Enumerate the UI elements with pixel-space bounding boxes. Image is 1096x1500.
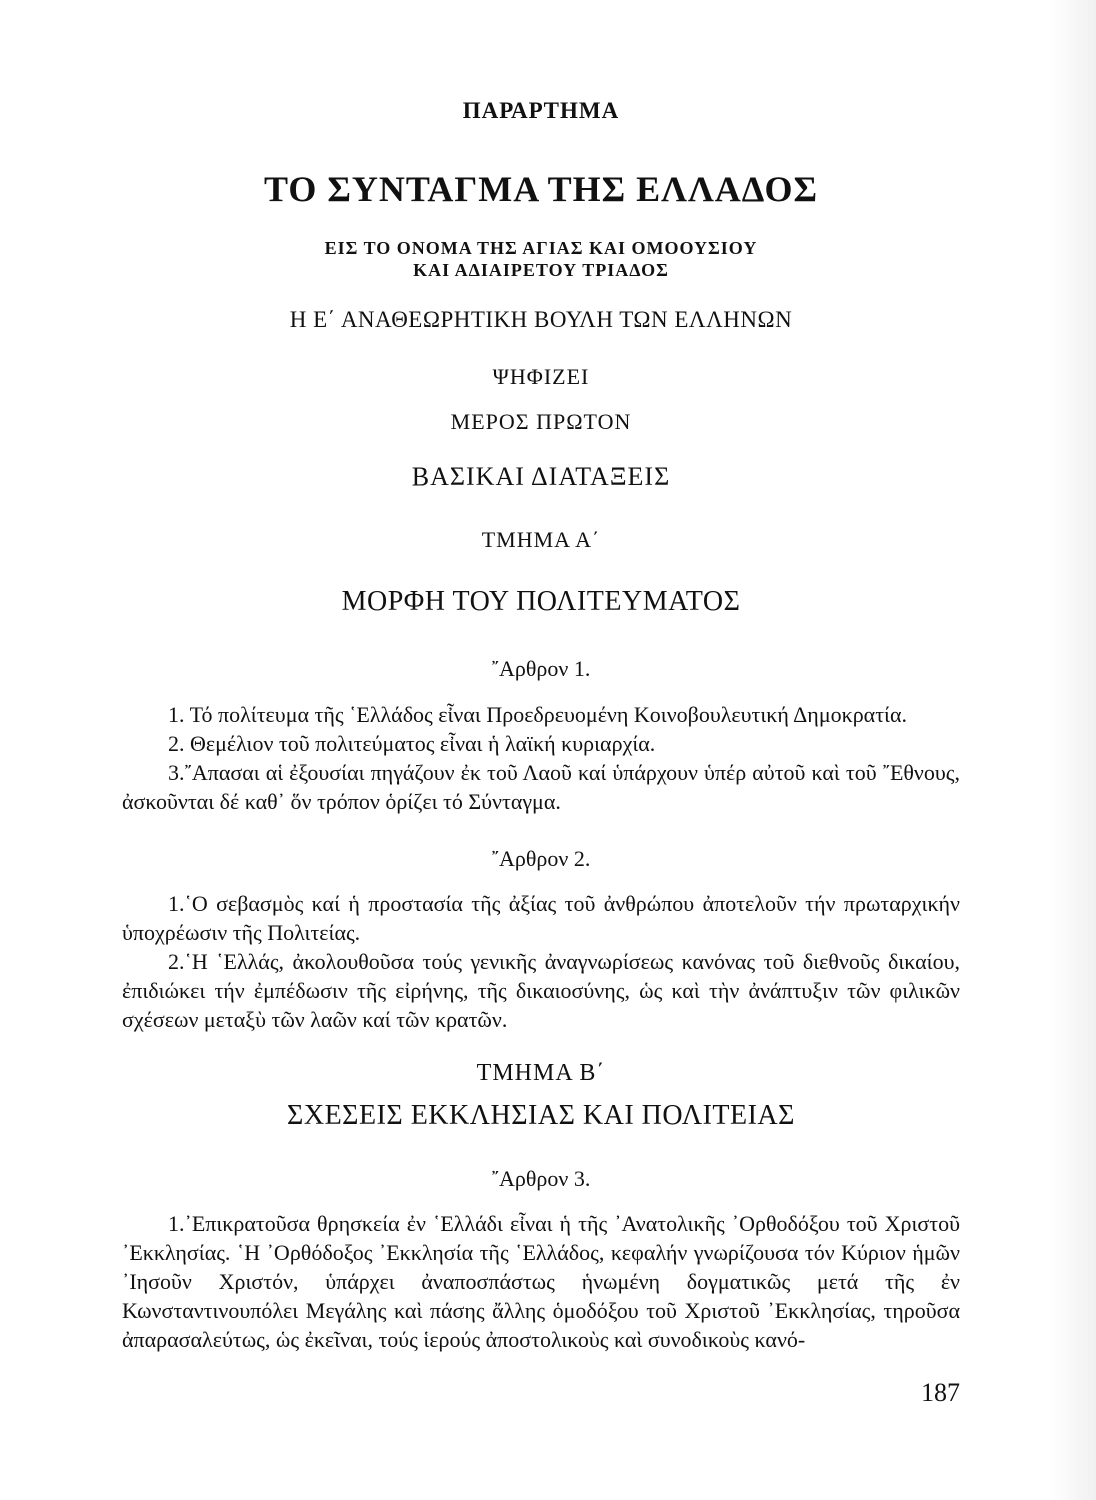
- article-2-paragraph-2: 2.῾Η ῾Ελλάς, ἀκολουθοῦσα τούς γενικῆς ἀναγνωρίσεως κανόνας τοῦ διεθνοῦς δικαίου, ἐπιδιώκει τήν ἐμπέδωσιν τῆς εἰρήνης, τῆς δικαιοσύνης, ὡς καὶ τὴν ἀνάπτυξιν τῶν φιλικῶν σχέσεων μεταξὺ τῶν λαῶν καί τῶν κρατῶν.: [122, 949, 960, 1032]
- section-b-title: ΣΧΕΣΕΙΣ ΕΚΚΛΗΣΙΑΣ ΚΑΙ ΠΟΛΙΤΕΙΑΣ: [287, 1100, 795, 1131]
- article-1-heading: ῎Αρθρον 1.: [491, 656, 591, 681]
- page-edge-shadow: [1050, 0, 1096, 1500]
- page-number: 187: [921, 1378, 960, 1407]
- constitution-title: ΤΟ ΣΥΝΤΑΓΜΑ ΤΗΣ ΕΛΛΑΔΟΣ: [263, 169, 819, 209]
- basic-provisions-heading: ΒΑΣΙΚΑΙ ΔΙΑΤΑΞΕΙΣ: [411, 462, 671, 491]
- article-1-paragraph-1: 1. Τό πολίτευμα τῆς ῾Ελλάδος εἶναι Προεδρευομένη Κοινοβουλευτική Δημοκρατία.: [168, 702, 907, 727]
- assembly-line: Η Ε΄ ΑΝΑΘΕΩΡΗΤΙΚΗ ΒΟΥΛΗ ΤΩΝ ΕΛΛΗΝΩΝ: [289, 307, 793, 332]
- article-1-paragraph-2: 2. Θεμέλιον τοῦ πολιτεύματος εἶναι ἡ λαϊκή κυριαρχία.: [168, 731, 656, 756]
- invocation-line-2: ΚΑΙ ΑΔΙΑΙΡΕΤΟΥ ΤΡΙΑΔΟΣ: [413, 260, 669, 280]
- article-1-body: [122, 700, 960, 816]
- part-heading: ΜΕΡΟΣ ΠΡΩΤΟΝ: [450, 409, 632, 434]
- section-a-label: ΤΜΗΜΑ Α΄: [481, 527, 601, 552]
- annex-heading: ΠΑΡΑΡΤΗΜΑ: [462, 98, 620, 123]
- article-2-heading: ῎Αρθρον 2.: [491, 846, 591, 871]
- section-a-title: ΜΟΡΦΗ ΤΟΥ ΠΟΛΙΤΕΥΜΑΤΟΣ: [341, 586, 741, 617]
- article-3-heading: ῎Αρθρον 3.: [491, 1166, 591, 1191]
- article-2-paragraph-1: 1.῾Ο σεβασμὸς καί ἡ προστασία τῆς ἀξίας τοῦ ἀνθρώπου ἀποτελοῦν τήν πρωταρχικήν ὑποχρέωσιν τῆς Πολιτείας.: [122, 891, 960, 945]
- article-3-body: [122, 1209, 960, 1354]
- article-2-body: [122, 889, 960, 1034]
- invocation-line-1: ΕΙΣ ΤΟ ΟΝΟΜΑ ΤΗΣ ΑΓΙΑΣ ΚΑΙ ΟΜΟΟΥΣΙΟΥ: [324, 238, 758, 258]
- invocation: [122, 237, 960, 281]
- section-b-label: ΤΜΗΜΑ Β΄: [476, 1060, 606, 1086]
- article-3-paragraph-1: 1.᾿Επικρατοῦσα θρησκεία ἐν ῾Ελλάδι εἶναι ἡ τῆς ᾿Ανατολικῆς ᾿Ορθοδόξου τοῦ Χριστοῦ ᾿Εκκλησίας. ῾Η ᾿Ορθόδοξος ᾿Εκκλησία τῆς ῾Ελλάδος, κεφαλήν γνωρίζουσα τόν Κύριον ἡμῶν ᾿Ιησοῦν Χριστόν, ὑπάρχει ἀναποσπάστως ἡνωμένη δογματικῶς μετά τῆς ἐν Κωνσταντινουπόλει Μεγάλης καὶ πάσης ἄλλης ὁμοδόξου τοῦ Χριστοῦ ᾿Εκκλησίας, τηροῦσα ἀπαρασαλεύτως, ὡς ἐκεῖναι, τούς ἱερούς ἀποστολικοὺς καὶ συνοδικοὺς κανό-: [122, 1211, 960, 1352]
- votes-line: ΨΗΦΙΖΕΙ: [492, 364, 590, 389]
- article-1-paragraph-3: 3.῎Απασαι αἱ ἐξουσίαι πηγάζουν ἐκ τοῦ Λαοῦ καί ὑπάρχουν ὑπέρ αὐτοῦ καὶ τοῦ ῎Εθνους, ἀσκοῦνται δέ καθ᾽ ὅν τρόπον ὁρίζει τό Σύνταγμα.: [122, 760, 960, 814]
